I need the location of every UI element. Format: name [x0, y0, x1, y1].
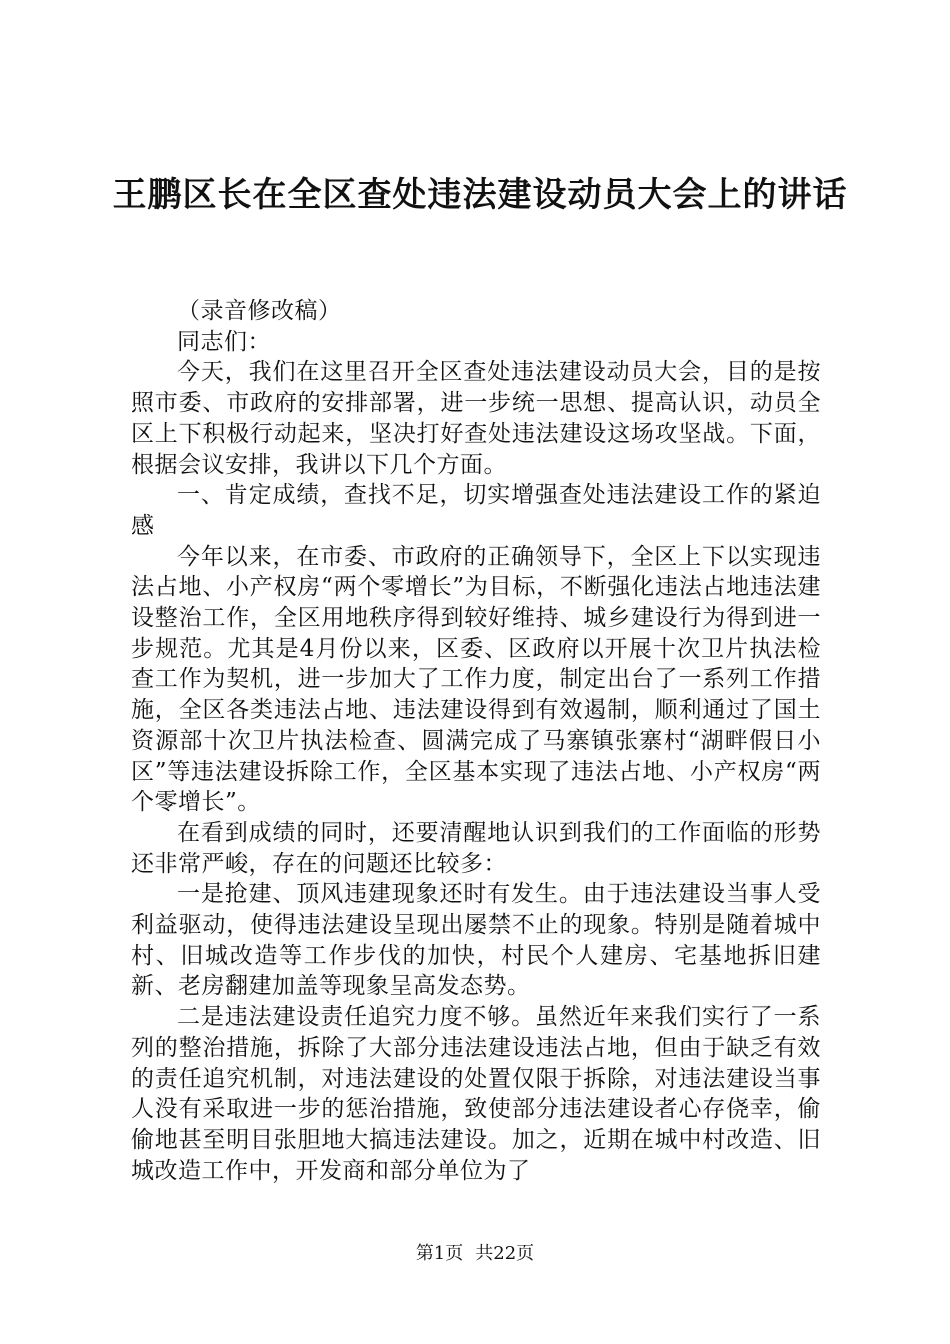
paragraph-problem-2: 二是违法建设责任追究力度不够。虽然近年来我们实行了一系列的整治措施，拆除了大部分违法建设违法占地，但由于缺乏有效的责任追究机制，对违法建设的处置仅限于拆除，对违法建设当事人没有采取进一步的惩治措施，致使部分违法建设者心存侥幸，偷偷地甚至明目张胆地大搞违法建设。加之，近期在城中村改造、旧城改造工作中，开发商和部分单位为了	[131, 1004, 821, 1184]
paragraph-achievements: 今年以来，在市委、市政府的正确领导下，全区上下以实现违法占地、小产权房“两个零增长”为目标，不断强化违法占地违法建设整治工作，全区用地秩序得到较好维持、城乡建设行为得到进一步规范。尤其是4月份以来，区委、区政府以开展十次卫片执法检查工作为契机，进一步加大了工作力度，制定出台了一系列工作措施，全区各类违法占地、违法建设得到有效遏制，顺利通过了国土资源部十次卫片执法检查、圆满完成了马寨镇张寨村“湖畔假日小区”等违法建设拆除工作，全区基本实现了违法占地、小产权房“两个零增长”。	[131, 543, 821, 816]
page-total: 共22页	[475, 1243, 535, 1264]
paragraph-intro: 今天，我们在这里召开全区查处违法建设动员大会，目的是按照市委、市政府的安排部署，进一步统一思想、提高认识，动员全区上下积极行动起来，坚决打好查处违法建设这场攻坚战。下面，根据会议安排，我讲以下几个方面。	[131, 359, 821, 478]
document-body	[131, 296, 821, 1186]
paragraph-note: （录音修改稿）	[177, 298, 342, 324]
section-heading-1: 一、肯定成绩，查找不足，切实增强查处违法建设工作的紧迫感	[131, 482, 821, 539]
page-footer	[0, 1242, 950, 1266]
page-number: 第1页	[415, 1243, 464, 1264]
paragraph-problems-intro: 在看到成绩的同时，还要清醒地认识到我们的工作面临的形势还非常严峻，存在的问题还比较多：	[131, 819, 821, 877]
document-title: 王鹏区长在全区查处违法建设动员大会上的讲话	[112, 175, 848, 215]
paragraph-salutation: 同志们：	[177, 328, 271, 355]
paragraph-problem-1: 一是抢建、顶风违建现象还时有发生。由于违法建设当事人受利益驱动，使得违法建设呈现出屡禁不止的现象。特别是随着城中村、旧城改造等工作步伐的加快，村民个人建房、宅基地拆旧建新、老房翻建加盖等现象呈高发态势。	[131, 881, 821, 1000]
